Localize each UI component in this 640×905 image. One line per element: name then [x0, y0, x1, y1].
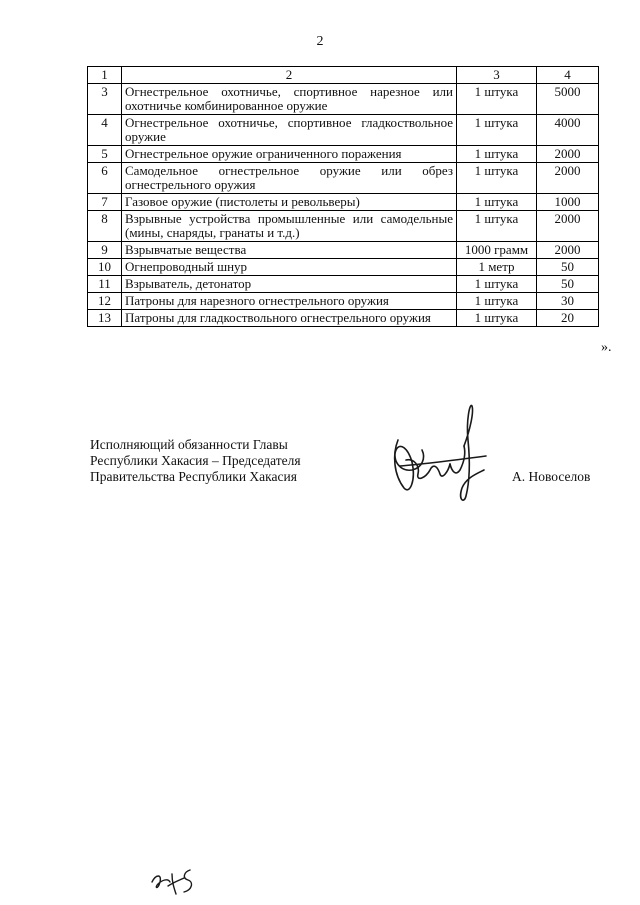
- item-value: 30: [537, 293, 599, 310]
- table-row: [88, 242, 599, 259]
- handwritten-signature: [386, 400, 506, 510]
- item-unit: 1 штука: [457, 163, 537, 194]
- table-row: [88, 310, 599, 327]
- column-header: 4: [537, 67, 599, 84]
- row-number: 13: [88, 310, 122, 327]
- table-row: [88, 146, 599, 163]
- table-row: [88, 84, 599, 115]
- table-row: [88, 211, 599, 242]
- row-number: 6: [88, 163, 122, 194]
- item-value: 50: [537, 259, 599, 276]
- table-row: [88, 194, 599, 211]
- item-value: 1000: [537, 194, 599, 211]
- item-unit: 1 метр: [457, 259, 537, 276]
- row-number: 8: [88, 211, 122, 242]
- item-name: Газовое оружие (пистолеты и револьверы): [122, 194, 457, 211]
- item-value: 50: [537, 276, 599, 293]
- item-name: Огнестрельное оружие ограниченного поражения: [122, 146, 457, 163]
- item-unit: 1 штука: [457, 276, 537, 293]
- column-header: 3: [457, 67, 537, 84]
- item-name: Патроны для нарезного огнестрельного оружия: [122, 293, 457, 310]
- row-number: 5: [88, 146, 122, 163]
- page-number: 2: [316, 34, 324, 49]
- row-number: 7: [88, 194, 122, 211]
- item-name: Взрыватель, детонатор: [122, 276, 457, 293]
- item-name: Огнепроводный шнур: [122, 259, 457, 276]
- row-number: 11: [88, 276, 122, 293]
- item-value: 2000: [537, 146, 599, 163]
- table-row: [88, 259, 599, 276]
- item-name: Огнестрельное охотничье, спортивное гладкоствольное оружие: [122, 115, 457, 146]
- item-unit: 1 штука: [457, 211, 537, 242]
- item-name: Взрывные устройства промышленные или самодельные (мины, снаряды, гранаты и т.д.): [122, 211, 457, 242]
- item-value: 2000: [537, 163, 599, 194]
- rates-table: [87, 66, 599, 327]
- table-row: [88, 163, 599, 194]
- handwritten-initials: [150, 864, 198, 898]
- item-unit: 1 штука: [457, 293, 537, 310]
- item-name: Взрывчатые вещества: [122, 242, 457, 259]
- closing-quote: ».: [601, 340, 612, 355]
- row-number: 12: [88, 293, 122, 310]
- table-row: [88, 293, 599, 310]
- column-header: 2: [122, 67, 457, 84]
- signatory-name: А. Новоселов: [512, 469, 591, 484]
- table-row: [88, 276, 599, 293]
- item-unit: 1000 грамм: [457, 242, 537, 259]
- item-name: Самодельное огнестрельное оружие или обрез огнестрельного оружия: [122, 163, 457, 194]
- signatory-title-line: Исполняющий обязанности Главы: [90, 437, 288, 452]
- column-header: 1: [88, 67, 122, 84]
- row-number: 3: [88, 84, 122, 115]
- item-value: 20: [537, 310, 599, 327]
- item-unit: 1 штука: [457, 310, 537, 327]
- item-value: 2000: [537, 211, 599, 242]
- item-value: 4000: [537, 115, 599, 146]
- item-unit: 1 штука: [457, 115, 537, 146]
- row-number: 9: [88, 242, 122, 259]
- signatory-title-line: Республики Хакасия – Председателя: [90, 453, 301, 468]
- item-unit: 1 штука: [457, 194, 537, 211]
- item-unit: 1 штука: [457, 84, 537, 115]
- item-unit: 1 штука: [457, 146, 537, 163]
- item-name: Огнестрельное охотничье, спортивное нарезное или охотничье комбинированное оружие: [122, 84, 457, 115]
- signatory-title-line: Правительства Республики Хакасия: [90, 469, 297, 484]
- signatory-title: [90, 437, 301, 485]
- item-value: 5000: [537, 84, 599, 115]
- row-number: 4: [88, 115, 122, 146]
- item-name: Патроны для гладкоствольного огнестрельного оружия: [122, 310, 457, 327]
- table-row: [88, 115, 599, 146]
- item-value: 2000: [537, 242, 599, 259]
- row-number: 10: [88, 259, 122, 276]
- table-header-row: [88, 67, 599, 84]
